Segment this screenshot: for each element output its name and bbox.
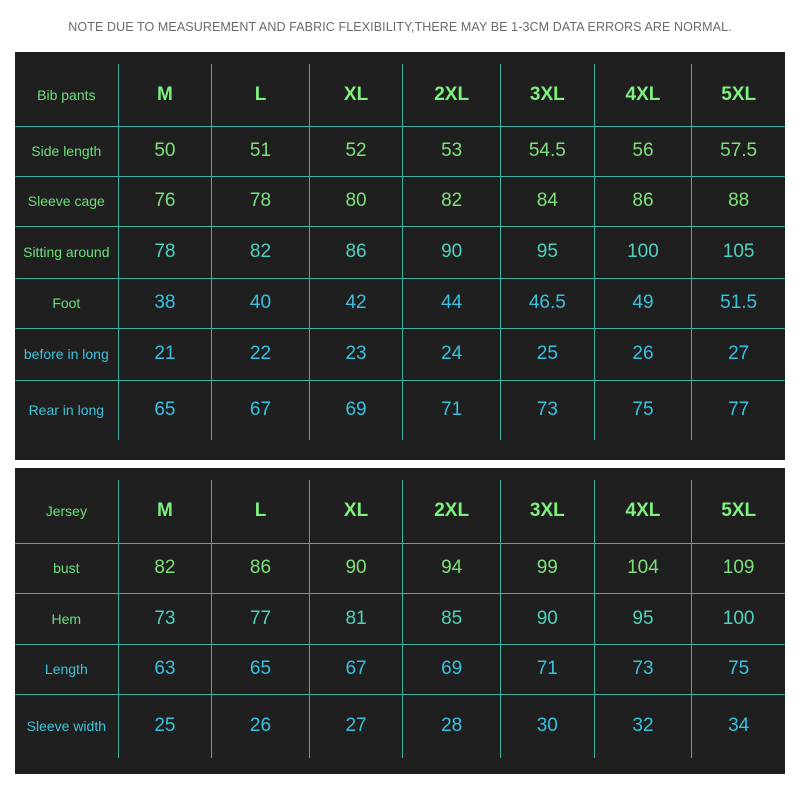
table-cell: 49 <box>594 278 692 328</box>
table-cell: 63 <box>118 644 212 694</box>
row-label: Length <box>15 644 118 694</box>
table-cell: 32 <box>594 694 692 758</box>
table-row <box>15 278 785 328</box>
table-cell: 67 <box>212 380 310 440</box>
table-cell: 77 <box>692 380 785 440</box>
table-cell: 95 <box>594 593 692 644</box>
table-cell: 26 <box>594 328 692 380</box>
table-cell: 86 <box>309 226 403 278</box>
row-label: Side length <box>15 126 118 176</box>
size-header: XL <box>309 480 403 543</box>
table-cell: 85 <box>403 593 501 644</box>
table-cell: 51 <box>212 126 310 176</box>
table-cell: 71 <box>500 644 594 694</box>
size-header: XL <box>309 64 403 126</box>
table-cell: 38 <box>118 278 212 328</box>
table-cell: 94 <box>403 543 501 593</box>
table-cell: 27 <box>692 328 785 380</box>
size-header: 4XL <box>594 480 692 543</box>
table-cell: 40 <box>212 278 310 328</box>
table-row <box>15 328 785 380</box>
bib-header-row <box>15 64 785 126</box>
size-header: 5XL <box>692 480 785 543</box>
table-cell: 25 <box>118 694 212 758</box>
table-cell: 88 <box>692 176 785 226</box>
row-label: Hem <box>15 593 118 644</box>
jersey-header-row <box>15 480 785 543</box>
row-label: Sleeve cage <box>15 176 118 226</box>
table-row <box>15 694 785 758</box>
table-cell: 21 <box>118 328 212 380</box>
table-cell: 23 <box>309 328 403 380</box>
table-cell: 82 <box>212 226 310 278</box>
table-cell: 77 <box>212 593 310 644</box>
row-label: Rear in long <box>15 380 118 440</box>
table-cell: 67 <box>309 644 403 694</box>
table-row <box>15 593 785 644</box>
jersey-table <box>15 480 785 758</box>
table-row <box>15 176 785 226</box>
measurement-note: NOTE DUE TO MEASUREMENT AND FABRIC FLEXIBILITY,THERE MAY BE 1-3CM DATA ERRORS ARE NORMAL. <box>68 20 732 34</box>
table-cell: 25 <box>500 328 594 380</box>
table-cell: 56 <box>594 126 692 176</box>
bib-pants-size-chart <box>15 52 785 460</box>
size-header: L <box>212 480 310 543</box>
table-cell: 104 <box>594 543 692 593</box>
table-cell: 86 <box>212 543 310 593</box>
table-cell: 30 <box>500 694 594 758</box>
table-cell: 90 <box>500 593 594 644</box>
table-cell: 80 <box>309 176 403 226</box>
table-row <box>15 226 785 278</box>
table-cell: 82 <box>118 543 212 593</box>
table-cell: 52 <box>309 126 403 176</box>
row-label: Sleeve width <box>15 694 118 758</box>
table-cell: 78 <box>118 226 212 278</box>
row-label: Foot <box>15 278 118 328</box>
table-cell: 78 <box>212 176 310 226</box>
table-cell: 53 <box>403 126 501 176</box>
row-label: before in long <box>15 328 118 380</box>
jersey-header-label: Jersey <box>15 480 118 543</box>
table-cell: 71 <box>403 380 501 440</box>
table-cell: 95 <box>500 226 594 278</box>
table-cell: 44 <box>403 278 501 328</box>
table-cell: 65 <box>118 380 212 440</box>
table-cell: 51.5 <box>692 278 785 328</box>
size-header: 3XL <box>500 64 594 126</box>
table-row <box>15 126 785 176</box>
size-header: 2XL <box>403 64 501 126</box>
bib-pants-table <box>15 64 785 440</box>
table-cell: 73 <box>594 644 692 694</box>
table-cell: 65 <box>212 644 310 694</box>
table-cell: 100 <box>594 226 692 278</box>
table-cell: 69 <box>403 644 501 694</box>
table-cell: 81 <box>309 593 403 644</box>
table-cell: 50 <box>118 126 212 176</box>
size-header: 2XL <box>403 480 501 543</box>
size-header: M <box>118 64 212 126</box>
row-label: Sitting around <box>15 226 118 278</box>
table-cell: 90 <box>403 226 501 278</box>
table-cell: 69 <box>309 380 403 440</box>
table-cell: 73 <box>500 380 594 440</box>
table-cell: 90 <box>309 543 403 593</box>
table-cell: 24 <box>403 328 501 380</box>
table-cell: 99 <box>500 543 594 593</box>
table-cell: 109 <box>692 543 785 593</box>
row-label: bust <box>15 543 118 593</box>
table-cell: 42 <box>309 278 403 328</box>
table-cell: 28 <box>403 694 501 758</box>
table-row <box>15 380 785 440</box>
table-cell: 27 <box>309 694 403 758</box>
table-cell: 86 <box>594 176 692 226</box>
size-header: 3XL <box>500 480 594 543</box>
table-cell: 34 <box>692 694 785 758</box>
jersey-size-chart <box>15 468 785 774</box>
table-cell: 26 <box>212 694 310 758</box>
size-header: L <box>212 64 310 126</box>
table-cell: 76 <box>118 176 212 226</box>
table-cell: 82 <box>403 176 501 226</box>
size-header: M <box>118 480 212 543</box>
size-header: 5XL <box>692 64 785 126</box>
table-cell: 46.5 <box>500 278 594 328</box>
size-header: 4XL <box>594 64 692 126</box>
table-cell: 100 <box>692 593 785 644</box>
table-cell: 105 <box>692 226 785 278</box>
table-row <box>15 644 785 694</box>
bib-header-label: Bib pants <box>15 64 118 126</box>
table-cell: 75 <box>692 644 785 694</box>
table-cell: 75 <box>594 380 692 440</box>
table-cell: 54.5 <box>500 126 594 176</box>
table-cell: 22 <box>212 328 310 380</box>
table-cell: 84 <box>500 176 594 226</box>
table-cell: 73 <box>118 593 212 644</box>
table-row <box>15 543 785 593</box>
table-cell: 57.5 <box>692 126 785 176</box>
